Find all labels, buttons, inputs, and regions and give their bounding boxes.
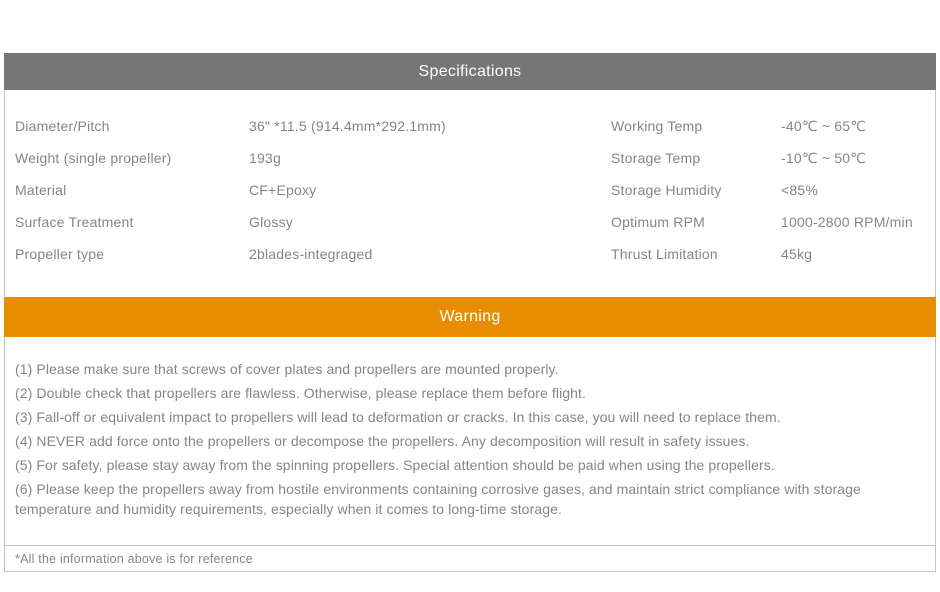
spec-row (5, 206, 935, 238)
warning-item: (1) Please make sure that screws of cover plates and propellers are mounted properly. (15, 361, 559, 377)
warning-item: (2) Double check that propellers are flawless. Otherwise, please replace them before flight. (15, 385, 587, 401)
spec-sheet (4, 53, 936, 572)
spec-label: Material (15, 182, 67, 198)
spec-value: CF+Epoxy (249, 182, 317, 198)
warning-title: Warning (439, 308, 501, 325)
warning-header-bar (4, 297, 936, 337)
spec-value: -40℃ ~ 65℃ (781, 117, 867, 134)
spec-value: 193g (249, 150, 281, 166)
spec-row (5, 142, 935, 174)
spec-value: -10℃ ~ 50℃ (781, 149, 867, 166)
spec-value: 1000-2800 RPM/min (781, 214, 913, 230)
spec-value: 45kg (781, 246, 813, 262)
spec-label: Propeller type (15, 246, 105, 262)
spec-label: Storage Humidity (611, 182, 722, 198)
spec-value: Glossy (249, 214, 293, 230)
spec-label: Optimum RPM (611, 214, 705, 230)
spec-label: Storage Temp (611, 150, 701, 166)
spec-label: Surface Treatment (15, 214, 134, 230)
warning-item: (5) For safety, please stay away from the spinning propellers. Special attention should be paid when using the propellers. (15, 457, 775, 473)
spec-row (5, 238, 935, 270)
spec-value: 36" *11.5 (914.4mm*292.1mm) (249, 118, 446, 134)
warning-item: (4) NEVER add force onto the propellers or decompose the propellers. Any decomposition will result in safety issues. (15, 433, 750, 449)
spec-value: <85% (781, 182, 818, 198)
spec-value: 2blades-integraged (249, 246, 373, 262)
spec-table (5, 90, 935, 297)
specifications-header-bar (4, 53, 936, 90)
warning-item: (6) Please keep the propellers away from hostile environments containing corrosive gases, and maintain strict compliance with storage temperature and humidity requirements, especially when it comes to long-time storage. (15, 481, 861, 517)
spec-row (5, 174, 935, 206)
specifications-title: Specifications (418, 62, 522, 80)
warning-list (5, 337, 935, 545)
spec-label: Working Temp (611, 118, 703, 134)
spec-label: Weight (single propeller) (15, 150, 172, 166)
spec-label: Thrust Limitation (611, 246, 718, 262)
footer-note: *All the information above is for reference (15, 552, 253, 566)
spec-row (5, 110, 935, 142)
spec-label: Diameter/Pitch (15, 118, 110, 134)
warning-item: (3) Fall-off or equivalent impact to propellers will lead to deformation or cracks. In this case, you will need to replace them. (15, 409, 781, 425)
footer-note-row (5, 545, 935, 572)
